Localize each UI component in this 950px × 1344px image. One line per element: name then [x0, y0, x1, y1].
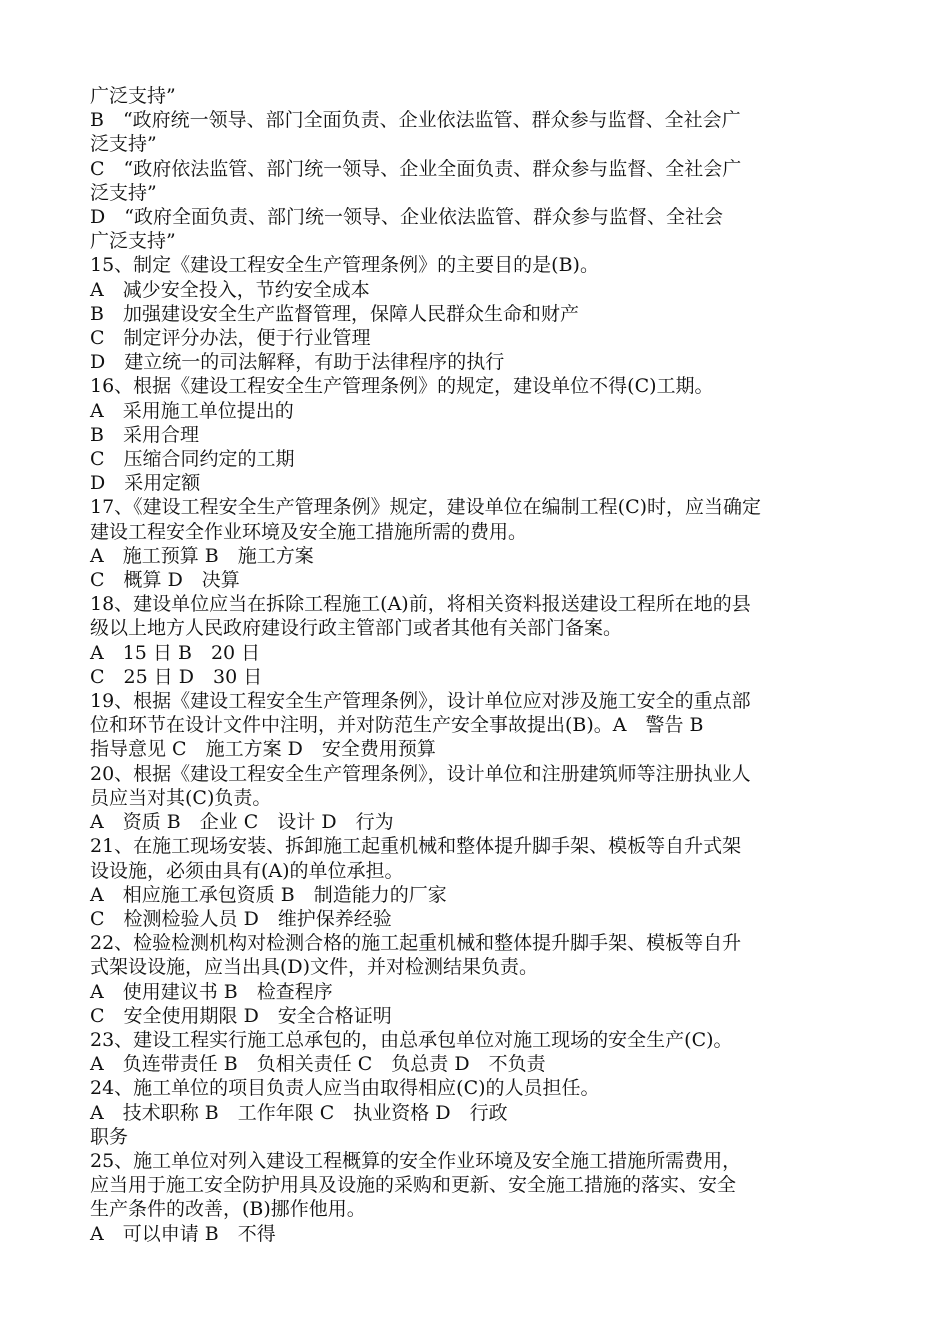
text-line: C 检测检验人员 D 维护保养经验	[90, 907, 392, 930]
text-line: 广泛支持”	[90, 230, 176, 253]
question-18: 18、建设单位应当在拆除工程施工(A)前，将相关资料报送建设工程所在地的县	[90, 593, 751, 616]
question-25: 25、施工单位对列入建设工程概算的安全作业环境及安全施工措施所需费用，	[90, 1149, 742, 1172]
text-line: A 采用施工单位提出的	[90, 399, 294, 422]
text-line: 员应当对其(C)负责。	[90, 786, 272, 809]
text-line: C 概算 D 决算	[90, 569, 240, 592]
text-line: 泛支持”	[90, 181, 157, 204]
text-line: 建设工程安全作业环境及安全施工措施所需的费用。	[90, 520, 528, 543]
text-line: C 制定评分办法，便于行业管理	[90, 327, 371, 350]
text-line: A 相应施工承包资质 B 制造能力的厂家	[90, 883, 447, 906]
text-line: A 资质 B 企业 C 设计 D 行为	[90, 811, 394, 834]
question-24: 24、施工单位的项目负责人应当由取得相应(C)的人员担任。	[90, 1077, 600, 1100]
question-21: 21、在施工现场安装、拆卸施工起重机械和整体提升脚手架、模板等自升式架	[90, 835, 742, 858]
text-line: 指导意见 C 施工方案 D 安全费用预算	[90, 738, 436, 761]
text-line: 泛支持”	[90, 133, 157, 156]
question-15: 15、制定《建设工程安全生产管理条例》的主要目的是(B)。	[90, 254, 599, 277]
text-line: C “政府依法监管、部门统一领导、企业全面负责、群众参与监督、全社会广	[90, 157, 742, 180]
text-line: B 采用合理	[90, 423, 199, 446]
text-line: A 减少安全投入，节约安全成本	[90, 278, 370, 301]
text-line: 生产条件的改善，(B)挪作他用。	[90, 1198, 366, 1221]
text-line: 职务	[90, 1125, 129, 1148]
text-line: 广泛支持”	[90, 85, 176, 107]
text-line: 应当用于施工安全防护用具及设施的采购和更新、安全施工措施的落实、安全	[90, 1174, 737, 1197]
text-line: 级以上地方人民政府建设行政主管部门或者其他有关部门备案。	[90, 617, 623, 640]
question-23: 23、建设工程实行施工总承包的，由总承包单位对施工现场的安全生产(C)。	[90, 1028, 733, 1051]
text-line: C 安全使用期限 D 安全合格证明	[90, 1004, 392, 1027]
question-20: 20、根据《建设工程安全生产管理条例》，设计单位和注册建筑师等注册执业人	[90, 762, 751, 785]
text-line: A 可以申请 B 不得	[90, 1222, 276, 1245]
text-line: 式架设设施，应当出具(D)文件，并对检测结果负责。	[90, 956, 539, 979]
text-line: C 压缩合同约定的工期	[90, 448, 295, 471]
text-line: B 加强建设安全生产监督管理，保障人民群众生命和财产	[90, 302, 579, 325]
question-16: 16、根据《建设工程安全生产管理条例》的规定，建设单位不得(C)工期。	[90, 375, 714, 398]
text-line: A 技术职称 B 工作年限 C 执业资格 D 行政	[90, 1101, 508, 1124]
text-line: 位和环节在设计文件中注明，并对防范生产安全事故提出(B)。A 警告 B	[90, 714, 704, 737]
question-17: 17、《建设工程安全生产管理条例》规定，建设单位在编制工程(C)时，应当确定	[90, 496, 762, 519]
document-page	[90, 84, 870, 1246]
question-19: 19、根据《建设工程安全生产管理条例》，设计单位应对涉及施工安全的重点部	[90, 690, 751, 713]
text-line: D 采用定额	[90, 472, 201, 495]
text-line: D “政府全面负责、部门统一领导、企业依法监管、群众参与监督、全社会	[90, 206, 723, 229]
text-line: B “政府统一领导、部门全面负责、企业依法监管、群众参与监督、全社会广	[90, 109, 741, 132]
text-line: A 负连带责任 B 负相关责任 C 负总责 D 不负责	[90, 1053, 546, 1076]
text-line: 设设施，必须由具有(A)的单位承担。	[90, 859, 404, 882]
text-line: A 15 日 B 20 日	[90, 641, 261, 664]
text-line: A 使用建议书 B 检查程序	[90, 980, 333, 1003]
question-22: 22、检验检测机构对检测合格的施工起重机械和整体提升脚手架、模板等自升	[90, 932, 742, 955]
text-line: A 施工预算 B 施工方案	[90, 544, 314, 567]
text-line: D 建立统一的司法解释，有助于法律程序的执行	[90, 351, 505, 374]
text-line: C 25 日 D 30 日	[90, 665, 263, 688]
